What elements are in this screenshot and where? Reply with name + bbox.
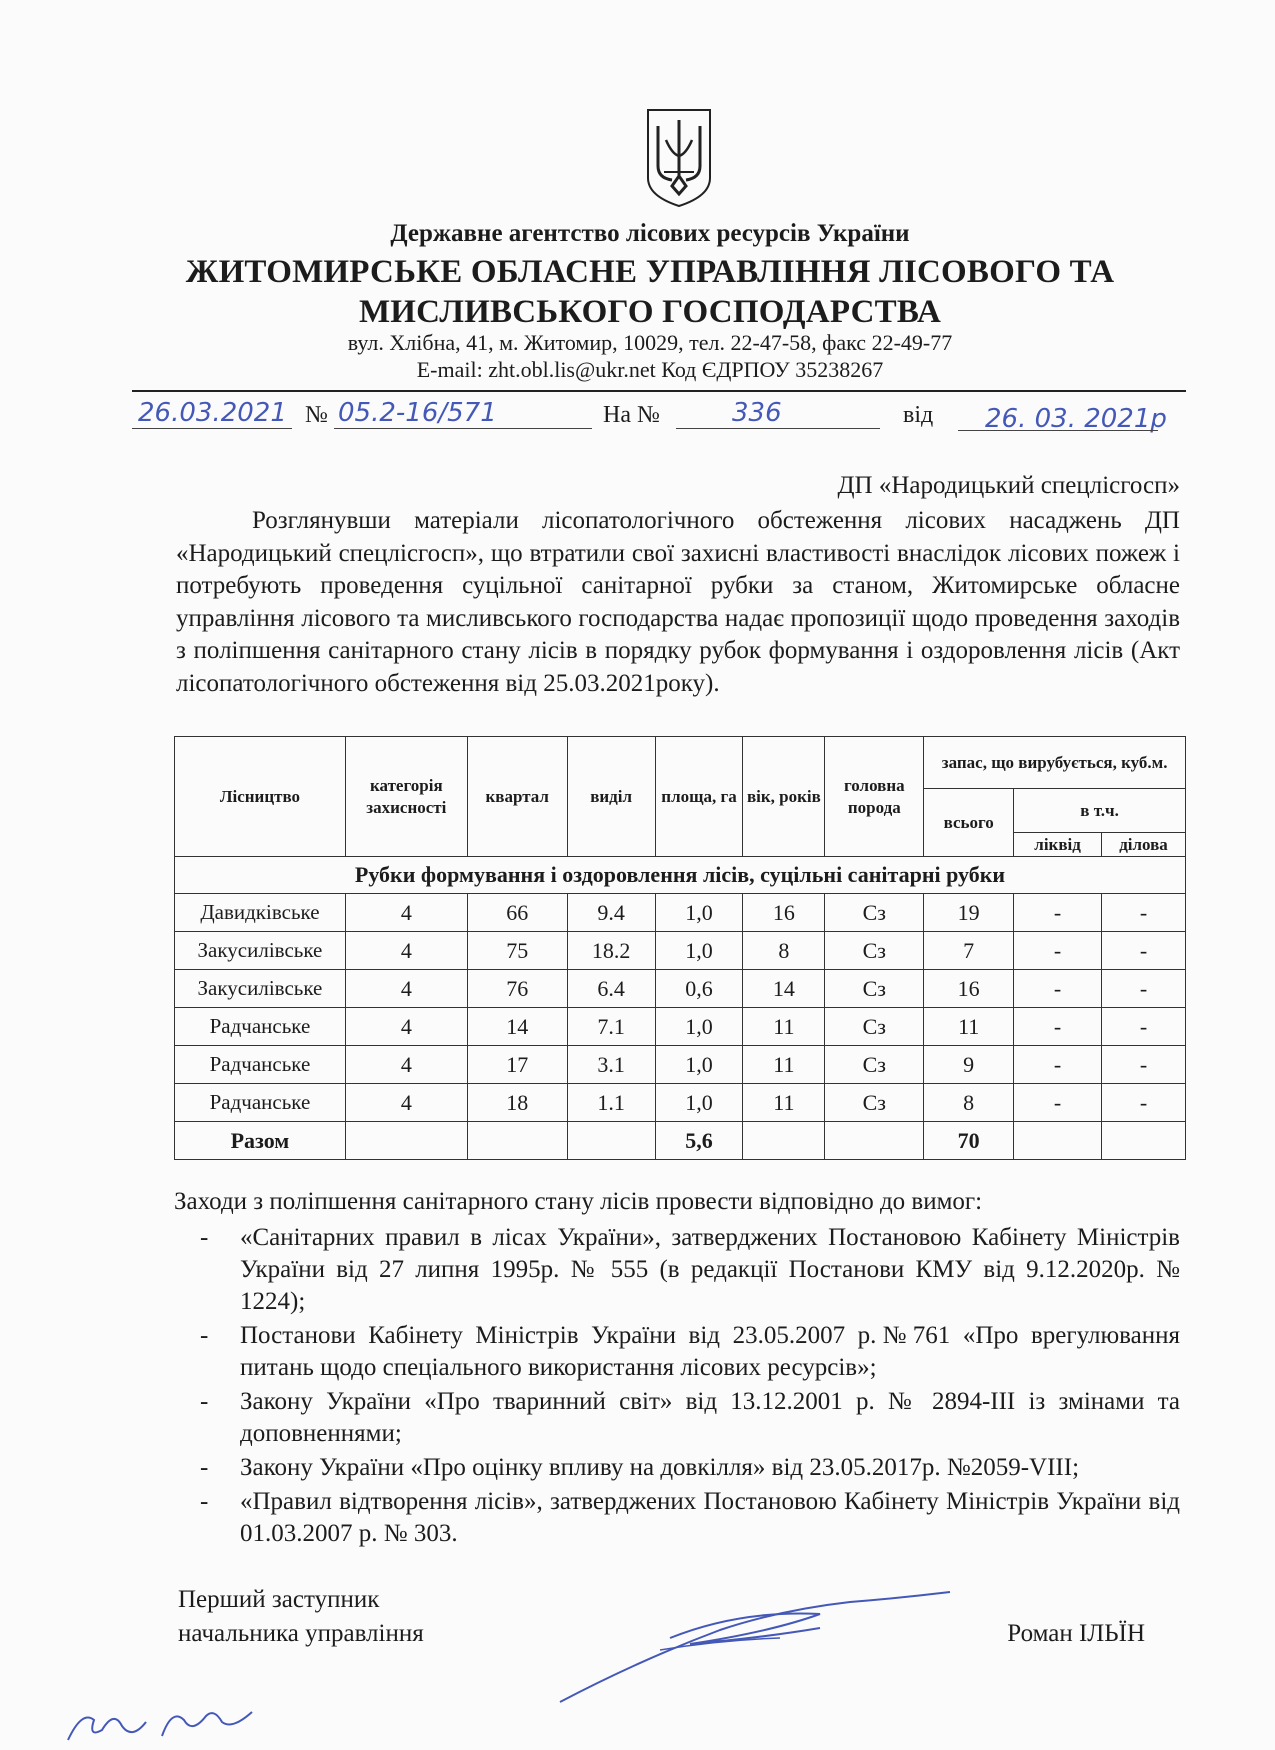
cell-age: 11: [743, 1008, 825, 1046]
cell-area: 1,0: [655, 1084, 743, 1122]
cell-category: 4: [345, 1046, 467, 1084]
cell-category: 4: [345, 932, 467, 970]
total-empty-cell: [825, 1122, 924, 1160]
cell-forestry: Давидківське: [175, 894, 346, 932]
cell-timber: -: [1102, 1046, 1186, 1084]
table-row: [175, 1084, 1186, 1122]
number-underline: [334, 428, 592, 429]
initials-signature: [62, 1690, 262, 1748]
ref-date-underline: [958, 430, 1158, 431]
cell-plot: 3.1: [567, 1046, 655, 1084]
cell-forestry: Закусилівське: [175, 970, 346, 1008]
bullet-dash: -: [200, 1388, 209, 1415]
total-label: Разом: [175, 1122, 346, 1160]
cell-species: Сз: [825, 894, 924, 932]
cell-area: 1,0: [655, 894, 743, 932]
cell-area: 0,6: [655, 970, 743, 1008]
outgoing-date: 26.03.2021: [138, 398, 287, 428]
requirement-text: Закону України «Про тваринний світ» від 13.12.2001 р. № 2894-ІІІ із змінами та доповненнями;: [240, 1388, 1180, 1447]
requirements-intro: Заходи з поліпшення санітарного стану лісів провести відповідно до вимог:: [174, 1188, 983, 1215]
cell-category: 4: [345, 1008, 467, 1046]
bullet-dash: -: [200, 1322, 209, 1349]
requirements-list: [200, 1222, 1180, 1552]
ref-number: 336: [732, 398, 782, 428]
col-area: площа, га: [655, 737, 743, 857]
ref-date-label: від: [903, 402, 934, 428]
requirement-item: [200, 1320, 1180, 1384]
cell-total: 8: [924, 1084, 1014, 1122]
col-species: головна порода: [825, 737, 924, 857]
cell-forestry: Радчанське: [175, 1046, 346, 1084]
cell-total: 19: [924, 894, 1014, 932]
cell-species: Сз: [825, 1008, 924, 1046]
cell-liquid: -: [1014, 1046, 1102, 1084]
total-empty-cell: [1014, 1122, 1102, 1160]
agency-title: Державне агентство лісових ресурсів України: [390, 220, 910, 247]
cell-liquid: -: [1014, 894, 1102, 932]
cell-forestry: Радчанське: [175, 1084, 346, 1122]
cell-plot: 7.1: [567, 1008, 655, 1046]
total-total: 70: [924, 1122, 1014, 1160]
table-row: [175, 1008, 1186, 1046]
outgoing-number: 05.2-16/571: [338, 398, 497, 428]
cell-timber: -: [1102, 1008, 1186, 1046]
signatory-position-line1: Перший заступник: [178, 1586, 380, 1613]
ref-number-underline: [676, 428, 880, 429]
cell-forestry: Радчанське: [175, 1008, 346, 1046]
col-total: всього: [924, 789, 1014, 857]
cell-plot: 9.4: [567, 894, 655, 932]
cell-liquid: -: [1014, 1008, 1102, 1046]
total-empty-cell: [567, 1122, 655, 1160]
requirement-item: [200, 1452, 1180, 1484]
cell-area: 1,0: [655, 932, 743, 970]
requirement-text: Постанови Кабінету Міністрів України від 23.05.2007 р.№761 «Про врегулювання питань щодо спеціального використання лісових ресурсів»;: [240, 1322, 1180, 1381]
department-title: [120, 252, 1180, 332]
signatory-position: [178, 1583, 424, 1651]
col-forestry: Лісництво: [175, 737, 346, 857]
cell-total: 9: [924, 1046, 1014, 1084]
recipient: ДП «Народицький спецлісгосп»: [837, 472, 1180, 499]
header-divider: [132, 390, 1186, 392]
cell-quarter: 76: [467, 970, 567, 1008]
cell-quarter: 17: [467, 1046, 567, 1084]
cell-quarter: 14: [467, 1008, 567, 1046]
cell-quarter: 66: [467, 894, 567, 932]
bullet-dash: -: [200, 1488, 209, 1515]
body-paragraph: [176, 505, 1180, 700]
table-row: [175, 894, 1186, 932]
address-line: вул. Хлібна, 41, м. Житомир, 10029, тел. 22-47-58, факс 22-49-77: [347, 330, 953, 355]
department-title-line1: ЖИТОМИРСЬКЕ ОБЛАСНЕ УПРАВЛІННЯ ЛІСОВОГО ТА: [185, 254, 1115, 290]
cell-total: 16: [924, 970, 1014, 1008]
requirement-item: [200, 1486, 1180, 1550]
total-empty-cell: [467, 1122, 567, 1160]
bullet-dash: -: [200, 1454, 209, 1481]
table-row: [175, 1046, 1186, 1084]
email-line: E-mail: zht.obl.lis@ukr.net Код ЄДРПОУ 35238267: [416, 357, 884, 382]
cell-forestry: Закусилівське: [175, 932, 346, 970]
cell-age: 16: [743, 894, 825, 932]
col-incl: в т.ч.: [1014, 789, 1186, 833]
cell-plot: 6.4: [567, 970, 655, 1008]
col-quarter: квартал: [467, 737, 567, 857]
cell-timber: -: [1102, 970, 1186, 1008]
requirement-text: «Правил відтворення лісів», затверджених Постановою Кабінету Міністрів України від 01.03.2007 р. № 303.: [240, 1488, 1180, 1547]
cell-timber: -: [1102, 1084, 1186, 1122]
signatory-name: Роман ІЛЬЇН: [1007, 1620, 1145, 1647]
total-area: 5,6: [655, 1122, 743, 1160]
cell-liquid: -: [1014, 932, 1102, 970]
cell-liquid: -: [1014, 1084, 1102, 1122]
cell-liquid: -: [1014, 970, 1102, 1008]
cell-area: 1,0: [655, 1046, 743, 1084]
requirement-item: [200, 1222, 1180, 1318]
cell-area: 1,0: [655, 1008, 743, 1046]
cell-quarter: 75: [467, 932, 567, 970]
cell-quarter: 18: [467, 1084, 567, 1122]
cell-category: 4: [345, 894, 467, 932]
col-stock: запас, що вирубується, куб.м.: [924, 737, 1186, 789]
department-title-line2: МИСЛИВСЬКОГО ГОСПОДАРСТВА: [358, 294, 942, 330]
cell-age: 11: [743, 1084, 825, 1122]
table-row: [175, 932, 1186, 970]
col-category: категорія захисності: [345, 737, 467, 857]
cell-total: 11: [924, 1008, 1014, 1046]
section-title: Рубки формування і оздоровлення лісів, суцільні санітарні рубки: [175, 857, 1186, 894]
ref-number-label: На №: [603, 402, 660, 428]
cell-plot: 1.1: [567, 1084, 655, 1122]
total-empty-cell: [743, 1122, 825, 1160]
cell-species: Сз: [825, 1084, 924, 1122]
date-underline: [132, 428, 292, 429]
bullet-dash: -: [200, 1224, 209, 1251]
total-empty-cell: [1102, 1122, 1186, 1160]
cell-age: 14: [743, 970, 825, 1008]
number-label: №: [305, 402, 328, 428]
requirement-text: «Санітарних правил в лісах України», затверджених Постановою Кабінету Міністрів України від 27 липня 1995р. № 555 (в редакції Постанови КМУ від 9.12.2020р. № 1224);: [240, 1224, 1180, 1315]
cell-plot: 18.2: [567, 932, 655, 970]
cell-age: 8: [743, 932, 825, 970]
cell-category: 4: [345, 1084, 467, 1122]
handwritten-signature: [520, 1580, 960, 1710]
cell-species: Сз: [825, 932, 924, 970]
cell-total: 7: [924, 932, 1014, 970]
cell-timber: -: [1102, 894, 1186, 932]
col-liquid: ліквід: [1014, 833, 1102, 857]
cell-species: Сз: [825, 970, 924, 1008]
cell-age: 11: [743, 1046, 825, 1084]
col-plot: виділ: [567, 737, 655, 857]
felling-table: [174, 736, 1186, 1160]
trident-emblem-icon: [642, 106, 716, 210]
col-age: вік, років: [743, 737, 825, 857]
col-timber: ділова: [1102, 833, 1186, 857]
cell-category: 4: [345, 970, 467, 1008]
cell-species: Сз: [825, 1046, 924, 1084]
requirement-item: [200, 1386, 1180, 1450]
body-text: Розглянувши матеріали лісопатологічного обстеження лісових насаджень ДП «Народицький спецлісгосп», що втратили свої захисні властивості внаслідок лісових пожеж і потребують проведення суцільної санітарної рубки за станом, Житомирське обласне управління лісового та мисливського господарства надає пропозиції щодо проведення заходів з поліпшення санітарного стану лісів в порядку рубок формування і оздоровлення лісів (Акт лісопатологічного обстеження від 25.03.2021року).: [176, 507, 1180, 697]
cell-timber: -: [1102, 932, 1186, 970]
table-row: [175, 970, 1186, 1008]
signatory-position-line2: начальника управління: [178, 1620, 424, 1647]
requirement-text: Закону України «Про оцінку впливу на довкілля» від 23.05.2017р. №2059-VIII;: [240, 1454, 1080, 1481]
ref-date: 26. 03. 2021р: [985, 404, 1167, 434]
total-row: [175, 1122, 1186, 1160]
total-empty-cell: [345, 1122, 467, 1160]
